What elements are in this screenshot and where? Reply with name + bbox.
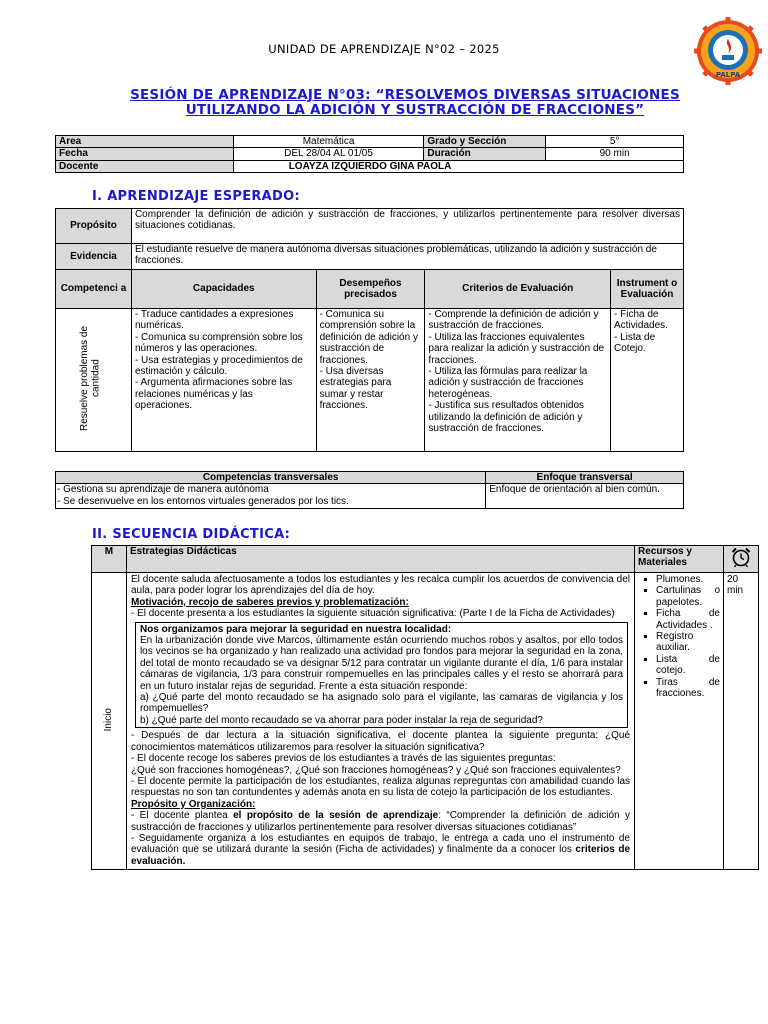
recurso-item: ▪ Ficha de Actividades . (656, 608, 720, 631)
transversal-item: - Se desenvuelve en los entornos virtuales generados por los tics. (57, 495, 349, 507)
col-m: M (92, 546, 127, 573)
recurso-item: ▪ Lista de cotejo. (656, 654, 720, 677)
col-capacidades: Capacidades (131, 270, 316, 309)
tiempo-value: 20 min (724, 573, 759, 870)
competencia-text: Resuelve problemas de cantidad (79, 325, 102, 431)
capacidad-item: - Comunica su comprensión sobre los números y las operaciones. (134, 331, 303, 355)
situation-box (135, 622, 628, 729)
proposito-label: Propósito (56, 209, 132, 244)
fecha-value: DEL 28/04 AL 01/05 (233, 148, 424, 160)
capacidad-item: - Argumenta afirmaciones sobre las relaciones numéricas y las operaciones. (134, 377, 293, 412)
docente-label: Docente (56, 160, 234, 172)
question-a: a) ¿Qué parte del monto recaudado se ha asignado solo para el vigilante, las camaras de vigilancia y los rompemuelles? (139, 692, 624, 715)
transversal-items-cell (56, 484, 486, 509)
criterios-cell (425, 309, 611, 452)
expected-learning-table (55, 208, 684, 452)
evidencia-text: El estudiante resuelve de manera autónoma diversas situaciones problemáticas, utilizando la adición y sustracción de fracciones. (131, 244, 683, 270)
col-criterios: Criterios de Evaluación (425, 270, 611, 309)
enfoque-value: Enfoque de orientación al bien común. (486, 484, 684, 509)
proposito-c: : “Comprender la definición de adición y sustracción de fracciones y utilizarlos pertinentemente para resolver diversas situaciones cotidianas” (130, 810, 631, 833)
evidencia-label: Evidencia (56, 244, 132, 270)
capacidad-item: - Traduce cantidades a expresiones numéricas. (134, 309, 294, 332)
area-value: Matemática (233, 136, 424, 148)
instrumento-item: - Lista de Cotejo. (614, 331, 656, 355)
recurso-item: ▪ Plumones. (656, 574, 720, 585)
col-instrumento: Instrument o Evaluación (611, 270, 684, 309)
transversal-table (55, 471, 684, 509)
competencia-cell (56, 309, 132, 452)
organizacion-b: criterios de evaluación. (130, 844, 631, 867)
transversal-item: - Gestiona su aprendizaje de manera autónoma (57, 484, 269, 496)
info-table (55, 135, 684, 173)
col-desempenos: Desempeños precisados (316, 270, 425, 309)
paragraph-organizacion (131, 833, 630, 867)
proposito-a: - El docente plantea (130, 810, 234, 822)
paragraph-question: - Después de dar lectura a la situación significativa, el docente plantea la siguiente pregunta: ¿Qué conocimientos matemáticos utilizaremos para resolver la situación significativa? (130, 730, 631, 753)
col-recursos: Recursos y Materiales (635, 546, 724, 573)
col-competencia: Competenci a (56, 270, 132, 309)
col-tiempo (724, 546, 759, 573)
paragraph-proposito (131, 810, 630, 833)
desempenos-cell (316, 309, 425, 452)
organizacion-a: - Seguidamente organiza a los estudiantes en equipos de trabajo, le entrega a cada uno el instrumento de evaluación que se utilizará durante la sesión (Ficha de actividades) y finalmente da a conocer los (130, 832, 631, 856)
area-label: Área (56, 136, 234, 148)
section-1-heading: I. APRENDIZAJE ESPERADO: (92, 189, 300, 204)
situation-title: Nos organizamos para mejorar la seguridad en nuestra localidad: (139, 623, 452, 635)
didactic-sequence-table (91, 545, 759, 870)
grado-value: 5° (546, 136, 684, 148)
paragraph-saberes: - El docente recoge los saberes previos de los estudiantes a través de las siguientes preguntas: (130, 753, 556, 765)
desempeno-item: - Comunica su comprensión sobre la definición de adición y sustracción de fracciones. (319, 309, 418, 366)
instrumentos-cell (611, 309, 684, 452)
proposito-text: Comprender la definición de adición y sustracción de fracciones, y utilizarlos pertinentemente para resolver diversas situaciones cotidianas. (131, 209, 683, 244)
duracion-value: 90 min (546, 148, 684, 160)
motivacion-heading: Motivación, recojo de saberes previos y problematización: (130, 596, 409, 608)
criterio-item: - Utiliza las fracciones equivalentes para realizar la adición y sustracción de fracciones. (428, 331, 605, 366)
criterio-item: - Justifica sus resultados obtenidos utilizando la definición de adición y sustracción de fracciones. (428, 400, 585, 435)
estrategias-cell (126, 573, 634, 870)
proposito-b: el propósito de la sesión de aprendizaje (233, 810, 439, 822)
criterio-item: - Comprende la definición de adición y sustracción de fracciones. (428, 309, 599, 332)
unit-header: UNIDAD DE APRENDIZAJE N°02 – 2025 (268, 42, 500, 56)
session-title (90, 88, 720, 118)
paragraph-fracciones: ¿Qué son fracciones homogéneas?, ¿Qué son fracciones homogéneas? y ¿Qué son fracciones equivalentes? (130, 764, 621, 776)
capacidad-item: - Usa estrategias y procedimientos de estimación y cálculo. (134, 354, 303, 378)
docente-value: LOAYZA IZQUIERDO GINA PAOLA (233, 160, 683, 172)
duracion-label: Duración (424, 148, 546, 160)
momento-text: Inicio (103, 707, 115, 732)
col-competencias-transversales: Competencias transversales (56, 472, 486, 484)
situation-text: En la urbanización donde vive Marcos, últimamente están ocurriendo muchos robos y asaltos, por ello todos los vecinos se ha organizado y han realizado una actividad pro fondos para mejorar la seguridad en la zona, del total de monto recaudado se va designar 5/12 para contratar un vigilante durante el día, 1/6 para instalar cámaras de vigilancia, 1/3 para construir rompemuelles en las principales calles y el resto se ahorrará para en un futuro instalar rejas de seguridad. Frente a esta situación responde: (139, 635, 624, 692)
col-enfoque-transversal: Enfoque transversal (486, 472, 684, 484)
proposito-heading: Propósito y Organización: (130, 798, 256, 810)
logo-text: PALPA (715, 71, 741, 79)
grado-label: Grado y Sección (424, 136, 546, 148)
momento-cell (92, 573, 127, 870)
recurso-item: ▪ Tiras de fracciones. (656, 677, 720, 700)
recurso-item: ▪ Cartulinas o papelotes. (656, 585, 720, 608)
col-estrategias: Estrategias Didácticas (126, 546, 634, 573)
alarm-clock-icon (730, 546, 752, 568)
capacidades-cell (131, 309, 316, 452)
desempeno-item: - Usa diversas estrategias para sumar y restar fracciones. (319, 366, 392, 412)
recursos-list (638, 574, 720, 699)
paragraph-greeting: El docente saluda afectuosamente a todos los estudiantes y les recalca cumplir los acuerdos de convivencia del aula, para poder lograr los aprendizajes del día de hoy. (130, 574, 631, 597)
section-2-heading: II. SECUENCIA DIDÁCTICA: (92, 527, 291, 542)
title-line-2: UTILIZANDO LA ADICIÓN Y SUSTRACCIÓN DE FRACCIONES” (185, 102, 645, 118)
recursos-cell (635, 573, 724, 870)
instrumento-item: - Ficha de Actividades. (614, 309, 668, 332)
recurso-item: ▪ Registro auxiliar. (656, 631, 720, 654)
paragraph-participacion: - El docente permite la participación de los estudiantes, realiza algunas repreguntas con amabilidad cuando las respuestas no son tan contundentes y además anota en su lista de cotejo la participación de los estudiantes. (130, 775, 631, 799)
question-b: b) ¿Qué parte del monto recaudado se va ahorrar para poder instalar la reja de seguridad? (139, 714, 543, 726)
school-logo (694, 17, 762, 85)
criterio-item: - Utiliza las fórmulas para realizar la adición y sustracción de fracciones heterogéneas. (428, 366, 588, 400)
fecha-label: Fecha (56, 148, 234, 160)
paragraph-situation-intro: - El docente presenta a los estudiantes la siguiente situación significativa: (Parte I de la Ficha de Actividades) (130, 608, 615, 620)
title-line-1: SESIÓN DE APRENDIZAJE N°03: “RESOLVEMOS DIVERSAS SITUACIONES (130, 87, 680, 103)
